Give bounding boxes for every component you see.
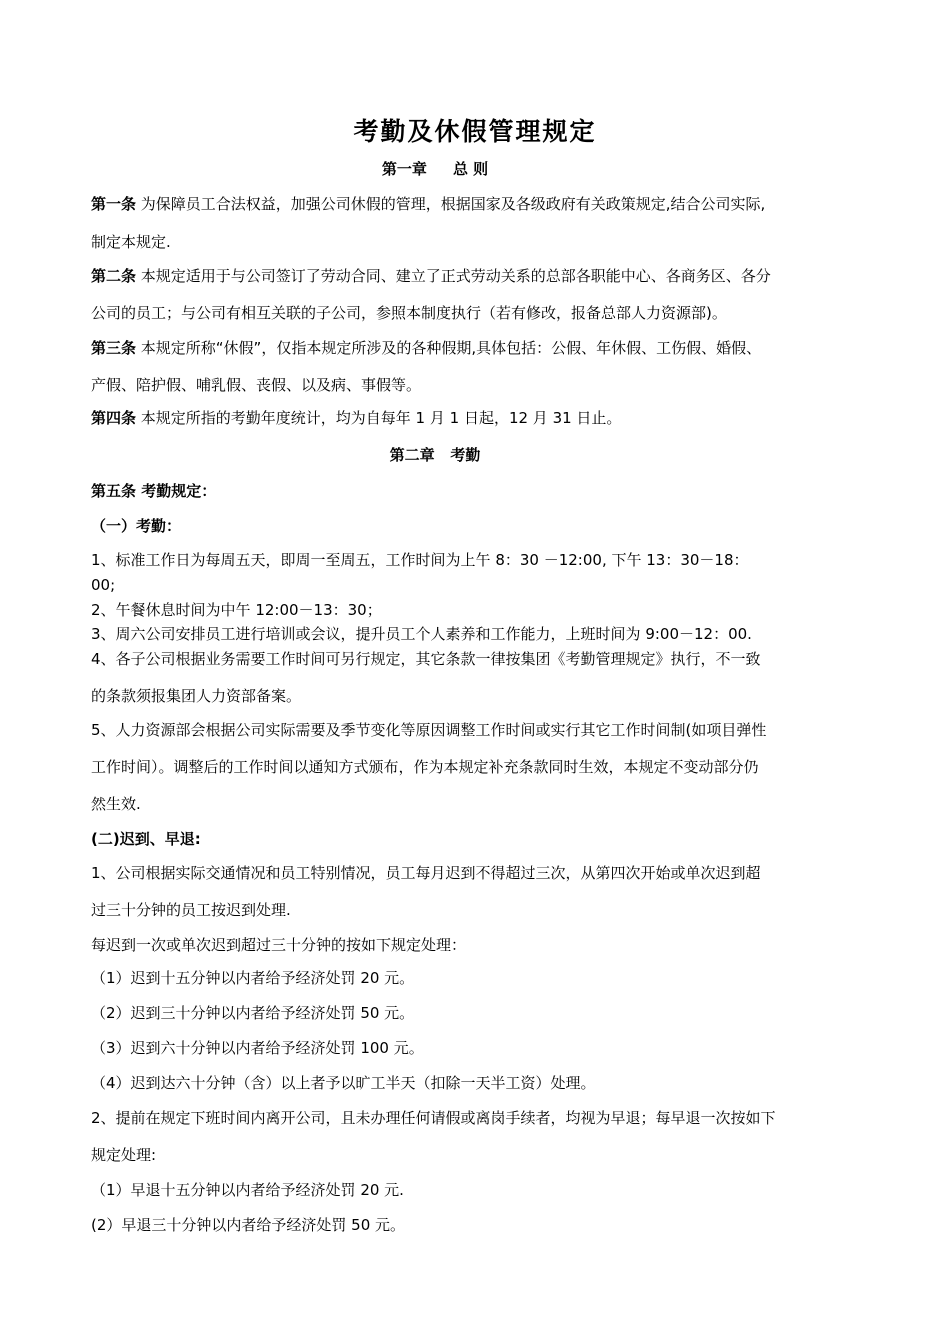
section-2-heading: (二)迟到、早退: <box>91 830 201 848</box>
section-2-item-1-line-1: 1、公司根据实际交通情况和员工特别情况，员工每月迟到不得超过三次，从第四次开始或单次迟到超 <box>91 864 761 882</box>
article-3-line-2: 产假、陪护假、哺乳假、丧假、以及病、事假等。 <box>91 376 422 394</box>
chapter-2-heading: 第二章 考勤 <box>389 446 481 464</box>
article-4-line-1 <box>91 408 621 428</box>
section-2-early-penalty-2: (2）早退三十分钟以内者给予经济处罚 50 元。 <box>91 1216 406 1234</box>
article-5-heading: 第五条 考勤规定： <box>91 482 217 500</box>
article-2-line-2: 公司的员工；与公司有相互关联的子公司，参照本制度执行（若有修改，报备总部人力资源部)。 <box>91 304 727 322</box>
article-1-line-2: 制定本规定. <box>91 233 171 251</box>
section-2-late-penalty-3: （3）迟到六十分钟以内者给予经济处罚 100 元。 <box>91 1039 424 1057</box>
section-2-late-rule: 每迟到一次或单次迟到超过三十分钟的按如下规定处理： <box>91 936 467 954</box>
section-2-item-2-line-1: 2、提前在规定下班时间内离开公司，且未办理任何请假或离岗手续者，均视为早退；每早退一次按如下 <box>91 1109 776 1127</box>
section-1-heading: （一）考勤： <box>91 517 182 535</box>
article-1-label: 第一条 <box>91 195 137 213</box>
article-3-text: 本规定所称“休假”，仅指本规定所涉及的各种假期,具体包括：公假、年休假、工伤假、婚假、 <box>136 339 762 357</box>
section-1-item-4-line-2: 的条款须报集团人力资部备案。 <box>91 687 302 705</box>
section-2-late-penalty-1: （1）迟到十五分钟以内者给予经济处罚 20 元。 <box>91 969 415 987</box>
section-1-item-1-line-2: 00; <box>91 576 116 594</box>
section-2-late-penalty-2: （2）迟到三十分钟以内者给予经济处罚 50 元。 <box>91 1004 415 1022</box>
article-2-text: 本规定适用于与公司签订了劳动合同、建立了正式劳动关系的总部各职能中心、各商务区、各分 <box>136 267 771 285</box>
article-1-line-1 <box>91 194 765 214</box>
section-1-item-1-line-1: 1、标准工作日为每周五天，即周一至周五，工作时间为上午 8：30 －12:00, 下午 13：30－18： <box>91 551 749 569</box>
article-2-label: 第二条 <box>91 267 137 285</box>
section-1-item-5-line-1: 5、人力资源部会根据公司实际需要及季节变化等原因调整工作时间或实行其它工作时间制(如项目弹性 <box>91 721 767 739</box>
section-1-item-5-line-3: 然生效. <box>91 795 141 813</box>
section-1-item-2: 2、午餐休息时间为中午 12:00－13：30； <box>91 601 382 619</box>
article-1-text: 为保障员工合法权益，加强公司休假的管理，根据国家及各级政府有关政策规定,结合公司实际, <box>136 195 766 213</box>
article-3-line-1 <box>91 338 761 358</box>
section-2-item-2-line-2: 规定处理: <box>91 1146 157 1164</box>
section-1-item-4-line-1: 4、各子公司根据业务需要工作时间可另行规定，其它条款一律按集团《考勤管理规定》执行，不一致 <box>91 650 761 668</box>
section-1-item-5-line-2: 工作时间）。调整后的工作时间以通知方式颁布，作为本规定补充条款同时生效，本规定不变动部分仍 <box>91 758 759 776</box>
section-2-item-1-line-2: 过三十分钟的员工按迟到处理. <box>91 901 291 919</box>
section-1-item-3: 3、周六公司安排员工进行培训或会议，提升员工个人素养和工作能力，上班时间为 9:00－12：00. <box>91 625 752 643</box>
article-3-label: 第三条 <box>91 339 137 357</box>
article-4-text: 本规定所指的考勤年度统计，均为自每年 1 月 1 日起，12 月 31 日止。 <box>136 409 622 427</box>
chapter-1-heading: 第一章 总 则 <box>381 160 489 178</box>
section-2-early-penalty-1: （1）早退十五分钟以内者给予经济处罚 20 元. <box>91 1181 404 1199</box>
document-title: 考勤及休假管理规定 <box>353 117 597 146</box>
article-4-label: 第四条 <box>91 409 137 427</box>
article-2-line-1 <box>91 266 771 286</box>
section-2-late-penalty-4: （4）迟到达六十分钟（含）以上者予以旷工半天（扣除一天半工资）处理。 <box>91 1074 596 1092</box>
